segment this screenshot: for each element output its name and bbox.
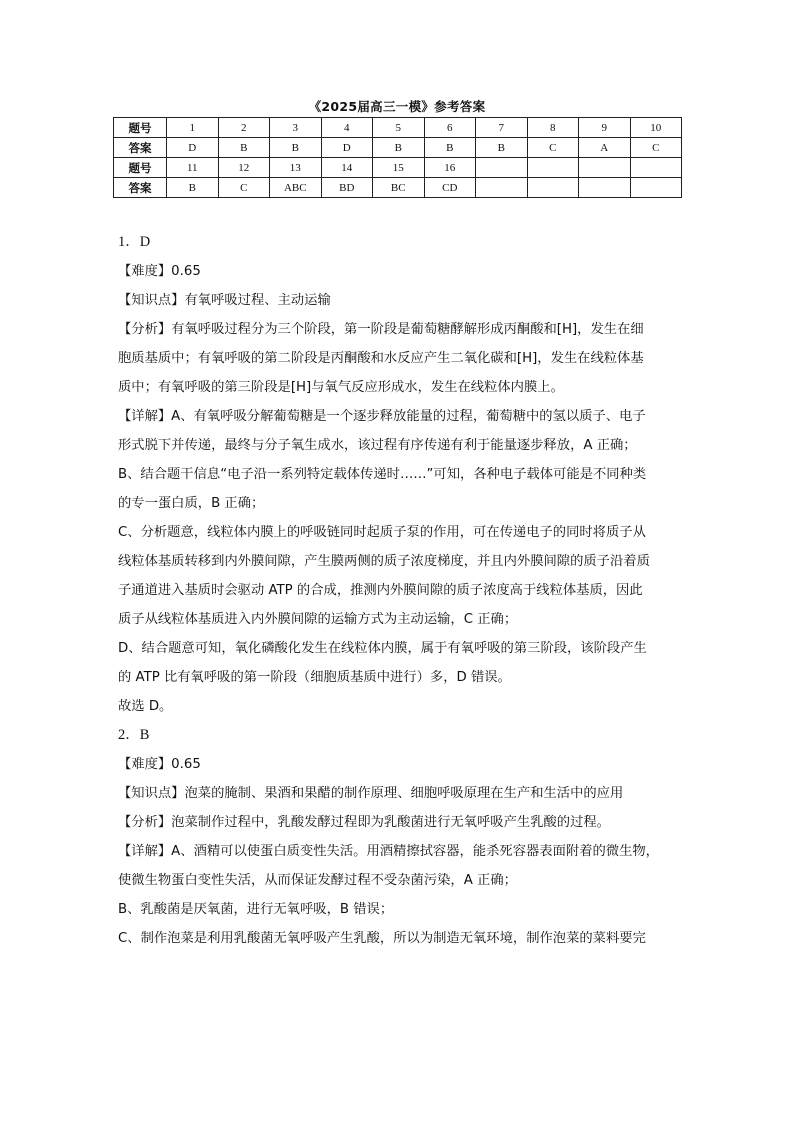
table-cell: B [270, 138, 322, 158]
table-cell [579, 178, 631, 198]
text-line: 【分析】泡菜制作过程中，乳酸发酵过程即为乳酸菌进行无氧呼吸产生乳酸的过程。 [118, 815, 610, 830]
answer-explanations [118, 228, 678, 953]
text-line: 的 ATP 比有氧呼吸的第一阶段（细胞质基质中进行）多，D 错误。 [118, 670, 511, 685]
table-cell: 15 [373, 158, 425, 178]
text-line: 【知识点】有氧呼吸过程、主动运输 [118, 293, 331, 308]
table-row [114, 118, 682, 138]
row-header: 题号 [114, 158, 167, 178]
text-line: 【分析】有氧呼吸过程分为三个阶段，第一阶段是葡萄糖酵解形成丙酮酸和[H]，发生在细 [118, 322, 644, 337]
table-cell: D [167, 138, 219, 158]
question-number: 1．D [118, 234, 151, 250]
text-line: 【详解】A、酒精可以使蛋白质变性失活。用酒精擦拭容器，能杀死容器表面附着的微生物， [118, 844, 659, 859]
text-line: 子通道进入基质时会驱动 ATP 的合成，推测内外膜间隙的质子浓度高于线粒体基质，因此 [118, 583, 643, 598]
table-cell: BC [373, 178, 425, 198]
table-cell: B [167, 178, 219, 198]
table-cell: B [218, 138, 270, 158]
table-cell: 16 [424, 158, 476, 178]
text-line: B、乳酸菌是厌氧菌，进行无氧呼吸，B 错误； [118, 902, 394, 917]
table-cell: CD [424, 178, 476, 198]
table-cell: A [579, 138, 631, 158]
answer-table [113, 117, 682, 198]
table-row [114, 178, 682, 198]
text-line: C、制作泡菜是利用乳酸菌无氧呼吸产生乳酸，所以为制造无氧环境，制作泡菜的菜料要完 [118, 931, 646, 946]
text-line: 线粒体基质转移到内外膜间隙，产生膜两侧的质子浓度梯度，并且内外膜间隙的质子沿着质 [118, 554, 650, 569]
table-cell: 8 [527, 118, 579, 138]
table-cell: C [218, 178, 270, 198]
text-line: 质子从线粒体基质进入内外膜间隙的运输方式为主动运输，C 正确； [118, 612, 518, 627]
table-cell: C [527, 138, 579, 158]
text-line: 【知识点】泡菜的腌制、果酒和果醋的制作原理、细胞呼吸原理在生产和生活中的应用 [118, 786, 624, 801]
text-line: 【详解】A、有氧呼吸分解葡萄糖是一个逐步释放能量的过程，葡萄糖中的氢以质子、电子 [118, 409, 646, 424]
table-cell: B [476, 138, 528, 158]
table-cell: 3 [270, 118, 322, 138]
table-cell [527, 158, 579, 178]
table-cell: 5 [373, 118, 425, 138]
table-cell: B [424, 138, 476, 158]
table-cell: 4 [321, 118, 373, 138]
text-line: C、分析题意，线粒体内膜上的呼吸链同时起质子泵的作用，可在传递电子的同时将质子从 [118, 525, 646, 540]
text-line: B、结合题干信息“电子沿一系列特定载体传递时……”可知，各种电子载体可能是不同种类 [118, 467, 647, 482]
table-row [114, 158, 682, 178]
table-cell [476, 178, 528, 198]
question-number: 2．B [118, 727, 150, 743]
text-line: 故选 D。 [118, 699, 173, 714]
row-header: 题号 [114, 118, 167, 138]
table-row [114, 138, 682, 158]
table-cell: 11 [167, 158, 219, 178]
text-line: 【难度】0.65 [118, 264, 201, 279]
row-header: 答案 [114, 138, 167, 158]
text-line: 胞质基质中；有氧呼吸的第二阶段是丙酮酸和水反应产生二氧化碳和[H]，发生在线粒体基 [118, 351, 644, 366]
table-cell: ABC [270, 178, 322, 198]
row-header: 答案 [114, 178, 167, 198]
table-cell: 13 [270, 158, 322, 178]
text-line: 使微生物蛋白变性失活，从而保证发酵过程不受杂菌污染，A 正确； [118, 873, 517, 888]
table-cell: 6 [424, 118, 476, 138]
text-line: 质中；有氧呼吸的第三阶段是[H]与氧气反应形成水，发生在线粒体内膜上。 [118, 380, 564, 395]
table-cell [527, 178, 579, 198]
table-cell [630, 158, 682, 178]
table-cell: 2 [218, 118, 270, 138]
table-cell: 9 [579, 118, 631, 138]
table-cell [579, 158, 631, 178]
table-cell: 10 [630, 118, 682, 138]
table-cell: BD [321, 178, 373, 198]
table-cell: 12 [218, 158, 270, 178]
table-cell [476, 158, 528, 178]
text-line: D、结合题意可知，氧化磷酸化发生在线粒体内膜，属于有氧呼吸的第三阶段，该阶段产生 [118, 641, 647, 656]
table-cell: 1 [167, 118, 219, 138]
text-line: 的专一蛋白质，B 正确； [118, 496, 265, 511]
table-cell: C [630, 138, 682, 158]
text-line: 形式脱下并传递，最终与分子氧生成水，该过程有序传递有利于能量逐步释放，A 正确； [118, 438, 637, 453]
table-cell: 14 [321, 158, 373, 178]
table-cell: 7 [476, 118, 528, 138]
table-cell [630, 178, 682, 198]
table-cell: D [321, 138, 373, 158]
text-line: 【难度】0.65 [118, 757, 201, 772]
page-title: 《2025届高三一模》参考答案 [308, 99, 486, 114]
table-cell: B [373, 138, 425, 158]
